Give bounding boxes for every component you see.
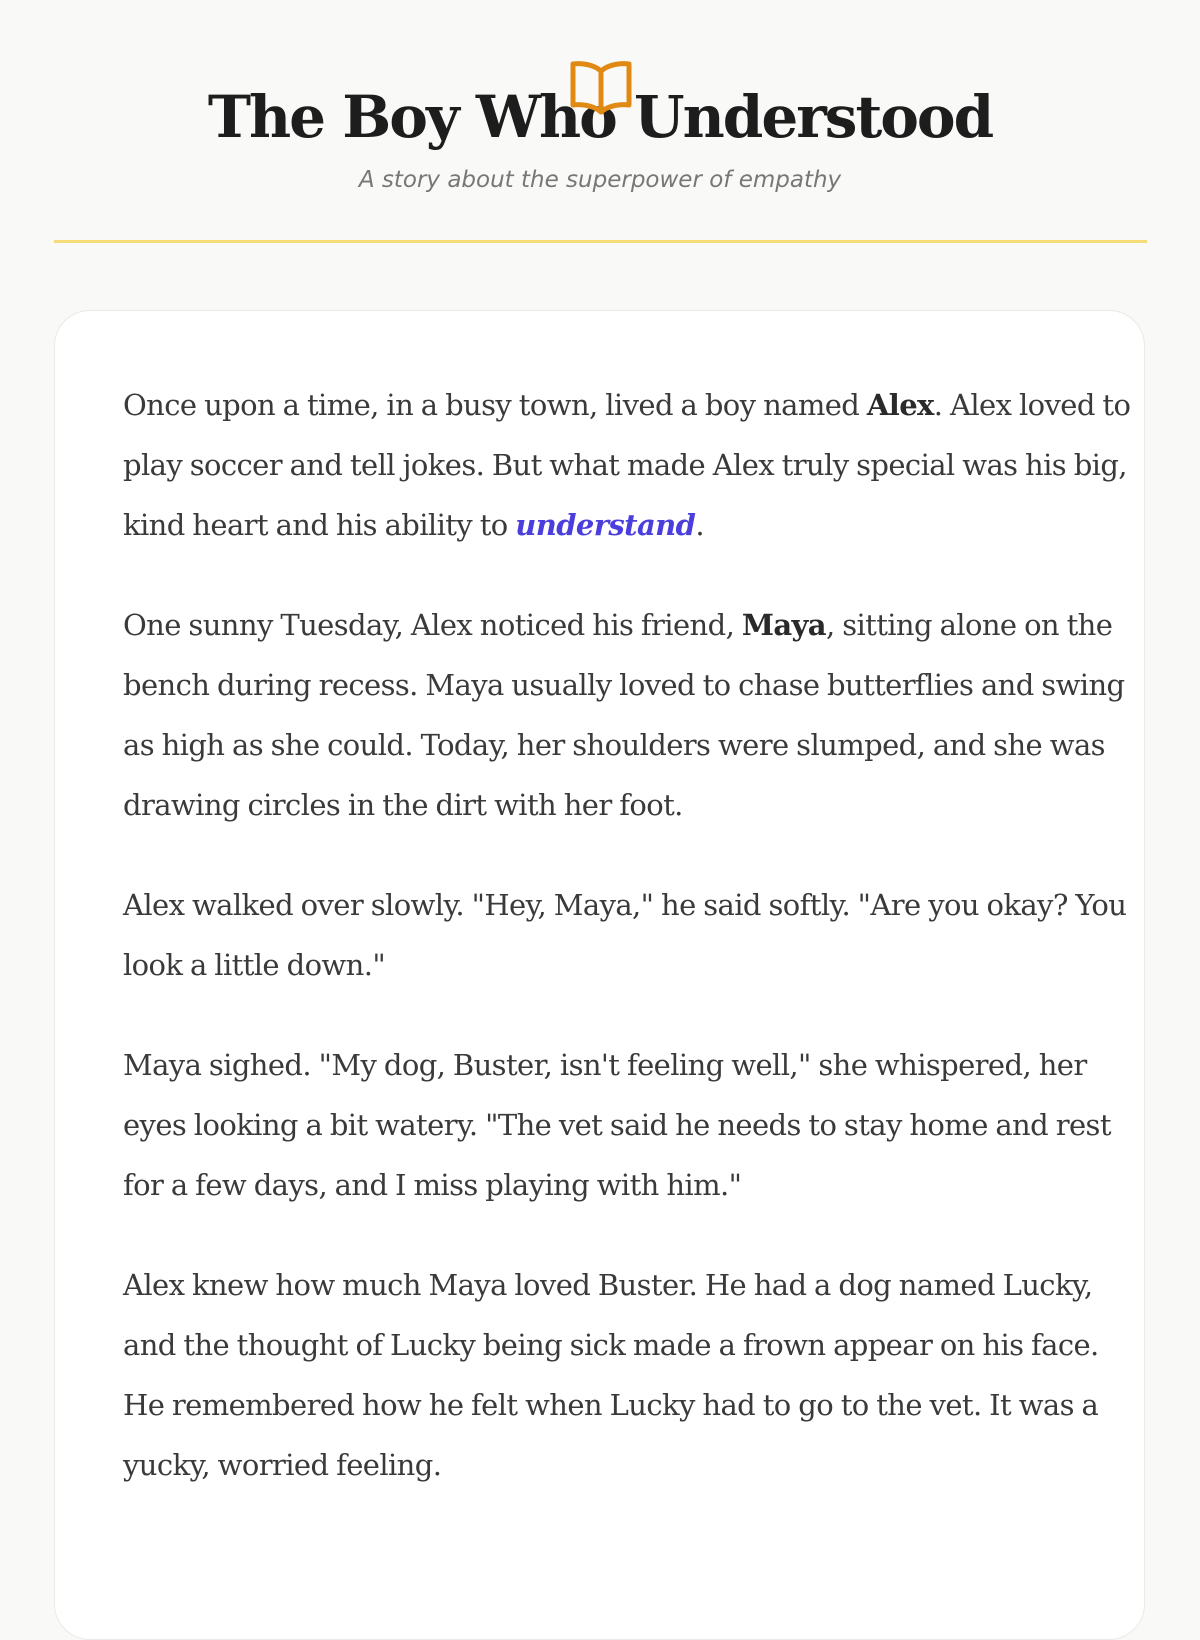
paragraph-text: , sitting alone on the bench during recess. Maya usually loved to chase butterflies and swing as high as she could. Today, her shoulders were slumped, and she was drawing circles in the dirt with her foot. <box>123 608 1125 822</box>
character-name-maya: Maya <box>741 608 826 642</box>
paragraph-text: Once upon a time, in a busy town, lived a boy named <box>123 388 867 422</box>
page-title: The Boy Who Understood <box>207 83 993 151</box>
highlighted-word: understand <box>515 508 696 542</box>
story-paragraph-2 <box>123 595 1133 835</box>
story-paragraph-4: Maya sighed. "My dog, Buster, isn't feeling well," she whispered, her eyes looking a bit watery. "The vet said he needs to stay home and rest for a few days, and I miss playing with him." <box>123 1048 1111 1202</box>
open-book-icon <box>569 57 633 115</box>
header-divider <box>54 240 1147 243</box>
story-paragraph-1 <box>123 375 1133 555</box>
story-header <box>0 0 1200 244</box>
page-subtitle: A story about the superpower of empathy <box>358 167 842 193</box>
paragraph-text: . Alex loved to play soccer and tell jokes. But what made Alex truly special was his big, kind heart and his ability to <box>123 388 1131 542</box>
story-card <box>54 310 1145 1640</box>
paragraph-text: . <box>695 508 704 542</box>
paragraph-text: One sunny Tuesday, Alex noticed his friend, <box>123 608 742 642</box>
story-paragraph-5: Alex knew how much Maya loved Buster. He had a dog named Lucky, and the thought of Lucky being sick made a frown appear on his face. He remembered how he felt when Lucky had to go to the vet. It was a yucky, worried feeling. <box>123 1268 1099 1482</box>
character-name-alex: Alex <box>866 388 934 422</box>
story-paragraph-3: Alex walked over slowly. "Hey, Maya," he said softly. "Are you okay? You look a little down." <box>123 888 1127 982</box>
story-body <box>123 375 1133 1535</box>
